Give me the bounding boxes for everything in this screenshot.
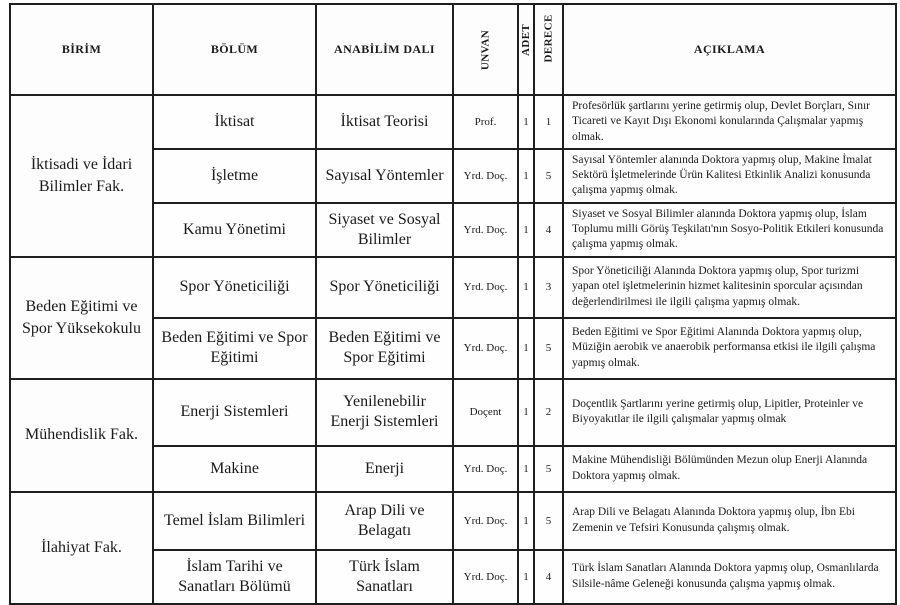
aciklama-cell: Doçentlik Şartlarını yerine getirmiş olup, Lipitler, Proteinler ve Biyoyakıtlar ile ilgili çalışmalar yapmış olmak	[563, 379, 896, 446]
adet-cell: 1	[518, 492, 534, 550]
bolum-cell: Spor Yöneticiliği	[153, 257, 316, 318]
unvan-cell: Yrd. Doç.	[453, 446, 518, 492]
unvan-cell: Yrd. Doç.	[453, 203, 518, 257]
adet-cell: 1	[518, 550, 534, 604]
adet-cell: 1	[518, 318, 534, 379]
anabilim-cell: Sayısal Yöntemler	[316, 149, 453, 203]
birim-group-cell: İktisadi ve İdari Bilimler Fak.	[10, 95, 153, 257]
table-row	[10, 379, 896, 446]
unvan-cell: Yrd. Doç.	[453, 492, 518, 550]
table-row	[10, 492, 896, 550]
anabilim-cell: Siyaset ve Sosyal Bilimler	[316, 203, 453, 257]
unvan-cell: Yrd. Doç.	[453, 318, 518, 379]
col-header-anabilim-dali: ANABİLİM DALI	[316, 4, 453, 95]
col-header-birim: BİRİM	[10, 4, 153, 95]
table-row	[10, 95, 896, 149]
aciklama-cell: Sayısal Yöntemler alanında Doktora yapmış olup, Makine İmalat Sektörü İşletmelerinde Ürün Kalitesi Etkinlik Analizi konusunda çalışma yapmış olmak.	[563, 149, 896, 203]
unvan-cell: Prof.	[453, 95, 518, 149]
anabilim-cell: Yenilenebilir Enerji Sistemleri	[316, 379, 453, 446]
bolum-cell: Makine	[153, 446, 316, 492]
birim-group-cell: İlahiyat Fak.	[10, 492, 153, 604]
aciklama-cell: Makine Mühendisliği Bölümünden Mezun olup Enerji Alanında Doktora yapmış olmak.	[563, 446, 896, 492]
anabilim-cell: Arap Dili ve Belagatı	[316, 492, 453, 550]
anabilim-cell: Enerji	[316, 446, 453, 492]
anabilim-cell: İktisat Teorisi	[316, 95, 453, 149]
aciklama-cell: Spor Yöneticiliği Alanında Doktora yapmış olup, Spor turizmi yapan otel işletmelerinin hizmet kalitesinin sporcular açısından değerlendirilmesi ile ilgili çalışma yapmış olmak.	[563, 257, 896, 318]
unvan-cell: Yrd. Doç.	[453, 257, 518, 318]
aciklama-cell: Siyaset ve Sosyal Bilimler alanında Doktora yapmış olup, İslam Toplumu milli Görüş Teşkilatı'nın Sosyo-Politik Etkileri konusunda çalışma yapmış olmak.	[563, 203, 896, 257]
bolum-cell: İslam Tarihi ve Sanatları Bölümü	[153, 550, 316, 604]
adet-cell: 1	[518, 95, 534, 149]
bolum-cell: Beden Eğitimi ve Spor Eğitimi	[153, 318, 316, 379]
col-header-unvan	[453, 4, 518, 95]
header-row	[10, 4, 896, 95]
bolum-cell: Enerji Sistemleri	[153, 379, 316, 446]
derece-cell: 5	[534, 318, 563, 379]
bolum-cell: İşletme	[153, 149, 316, 203]
adet-cell: 1	[518, 446, 534, 492]
adet-cell: 1	[518, 149, 534, 203]
col-header-aciklama: AÇIKLAMA	[563, 4, 896, 95]
adet-rotated-label: ADET	[520, 23, 532, 56]
col-header-adet	[518, 4, 534, 95]
birim-group-cell: Beden Eğitimi ve Spor Yüksekokulu	[10, 257, 153, 379]
derece-rotated-label: DERECE	[542, 13, 555, 62]
adet-cell: 1	[518, 203, 534, 257]
derece-cell: 5	[534, 446, 563, 492]
unvan-cell: Yrd. Doç.	[453, 149, 518, 203]
bolum-cell: Kamu Yönetimi	[153, 203, 316, 257]
adet-cell: 1	[518, 379, 534, 446]
anabilim-cell: Spor Yöneticiliği	[316, 257, 453, 318]
bolum-cell: İktisat	[153, 95, 316, 149]
col-header-derece	[534, 4, 563, 95]
derece-cell: 2	[534, 379, 563, 446]
col-header-bolum: BÖLÜM	[153, 4, 316, 95]
aciklama-cell: Beden Eğitimi ve Spor Eğitimi Alanında Doktora yapmış olup, Müziğin aerobik ve anaerobik performansa etkisi ile ilgili çalışma yapmış olmak.	[563, 318, 896, 379]
derece-cell: 3	[534, 257, 563, 318]
aciklama-cell: Profesörlük şartlarını yerine getirmiş olup, Devlet Borçları, Sınır Ticareti ve Kayıt Dışı Ekonomi konularında Çalışmalar yapmış olmak.	[563, 95, 896, 149]
aciklama-cell: Arap Dili ve Belagatı Alanında Doktora yapmış olup, İbn Ebi Zemenin ve Tefsiri Konusunda çalışmış olmak.	[563, 492, 896, 550]
derece-cell: 5	[534, 492, 563, 550]
anabilim-cell: Beden Eğitimi ve Spor Eğitimi	[316, 318, 453, 379]
aciklama-cell: Türk İslam Sanatları Alanında Doktora yapmış olup, Osmanlılarda Silsile-nâme Geleneği konusunda çalışma yapmış olmak.	[563, 550, 896, 604]
derece-cell: 4	[534, 203, 563, 257]
unvan-cell: Yrd. Doç.	[453, 550, 518, 604]
academic-positions-table	[9, 3, 897, 605]
adet-cell: 1	[518, 257, 534, 318]
table-row	[10, 257, 896, 318]
derece-cell: 5	[534, 149, 563, 203]
unvan-rotated-label: UNVAN	[479, 29, 492, 70]
anabilim-cell: Türk İslam Sanatları	[316, 550, 453, 604]
bolum-cell: Temel İslam Bilimleri	[153, 492, 316, 550]
derece-cell: 1	[534, 95, 563, 149]
birim-group-cell: Mühendislik Fak.	[10, 379, 153, 492]
derece-cell: 4	[534, 550, 563, 604]
unvan-cell: Doçent	[453, 379, 518, 446]
